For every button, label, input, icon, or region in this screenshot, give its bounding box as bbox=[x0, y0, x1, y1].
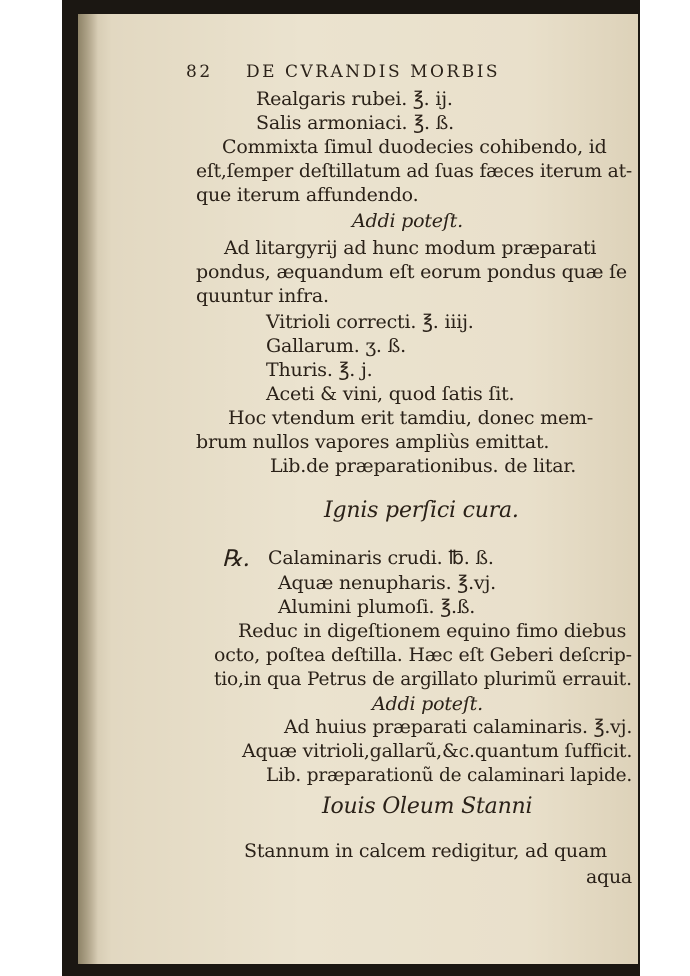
paragraph-line: brum nullos vapores ampliùs emittat. bbox=[196, 431, 550, 453]
recipe-line: Gallarum. ʒ. ß. bbox=[266, 335, 406, 357]
recipe-line: Ad huius præparati calaminaris. ℥.vj. bbox=[284, 716, 633, 738]
paragraph-line: octo, poſtea deſtilla. Hæc eſt Geberi deſcrip- bbox=[214, 644, 632, 666]
paragraph-line: tio,in qua Petrus de argillato plurimũ errauit. bbox=[214, 668, 632, 690]
paragraph-line: Hoc vtendum erit tamdiu, donec mem- bbox=[228, 407, 594, 429]
recipe-line: Calaminaris crudi. ℔. ß. bbox=[268, 547, 494, 569]
recipe-line: Realgaris rubei. ℥. ij. bbox=[256, 88, 453, 110]
paragraph-line: que iterum affundendo. bbox=[196, 184, 419, 206]
source-reference: Lib.de præparationibus. de litar. bbox=[270, 455, 577, 477]
paragraph-line: Commixta ſimul duodecies cohibendo, id bbox=[222, 136, 607, 158]
recipe-symbol: ℞. bbox=[222, 546, 250, 572]
paragraph-line: pondus, æquandum eſt eorum pondus quæ ſe bbox=[196, 261, 627, 283]
catchword: aqua bbox=[586, 866, 632, 888]
recipe-line: Aquæ vitrioli,gallarũ,&c.quantum ſufficit. bbox=[242, 740, 633, 762]
paragraph-line: Stannum in calcem redigitur, ad quam bbox=[244, 840, 607, 862]
addi-potest-heading: Addi poteſt. bbox=[372, 693, 483, 715]
recipe-line: Vitrioli correcti. ℥. iiij. bbox=[266, 311, 474, 333]
recipe-line: Aceti & vini, quod ſatis ſit. bbox=[266, 383, 515, 405]
section-title: Iouis Oleum Stanni bbox=[322, 794, 533, 819]
recipe-line: Alumini plumoſi. ℥.ß. bbox=[278, 596, 476, 618]
addi-potest-heading: Addi poteſt. bbox=[352, 210, 463, 232]
running-title: DE CVRANDIS MORBIS bbox=[246, 62, 501, 82]
paragraph-line: eſt,ſemper deſtillatum ad ſuas fæces iterum at- bbox=[196, 160, 633, 182]
paragraph-line: Reduc in digeſtionem equino fimo diebus bbox=[238, 620, 627, 642]
page-gutter-shadow bbox=[78, 14, 98, 964]
recipe-line: Thuris. ℥. j. bbox=[266, 359, 373, 381]
paragraph-line: quuntur infra. bbox=[196, 285, 329, 307]
page-number: 82 bbox=[186, 62, 213, 82]
section-title: Ignis perſici cura. bbox=[324, 498, 519, 523]
recipe-line: Aquæ nenupharis. ℥.vj. bbox=[278, 572, 496, 594]
source-reference: Lib. præparationũ de calaminari lapide. bbox=[266, 764, 633, 786]
paragraph-line: Ad litargyrij ad hunc modum præparati bbox=[224, 237, 597, 259]
recipe-line: Salis armoniaci. ℥. ß. bbox=[256, 112, 454, 134]
